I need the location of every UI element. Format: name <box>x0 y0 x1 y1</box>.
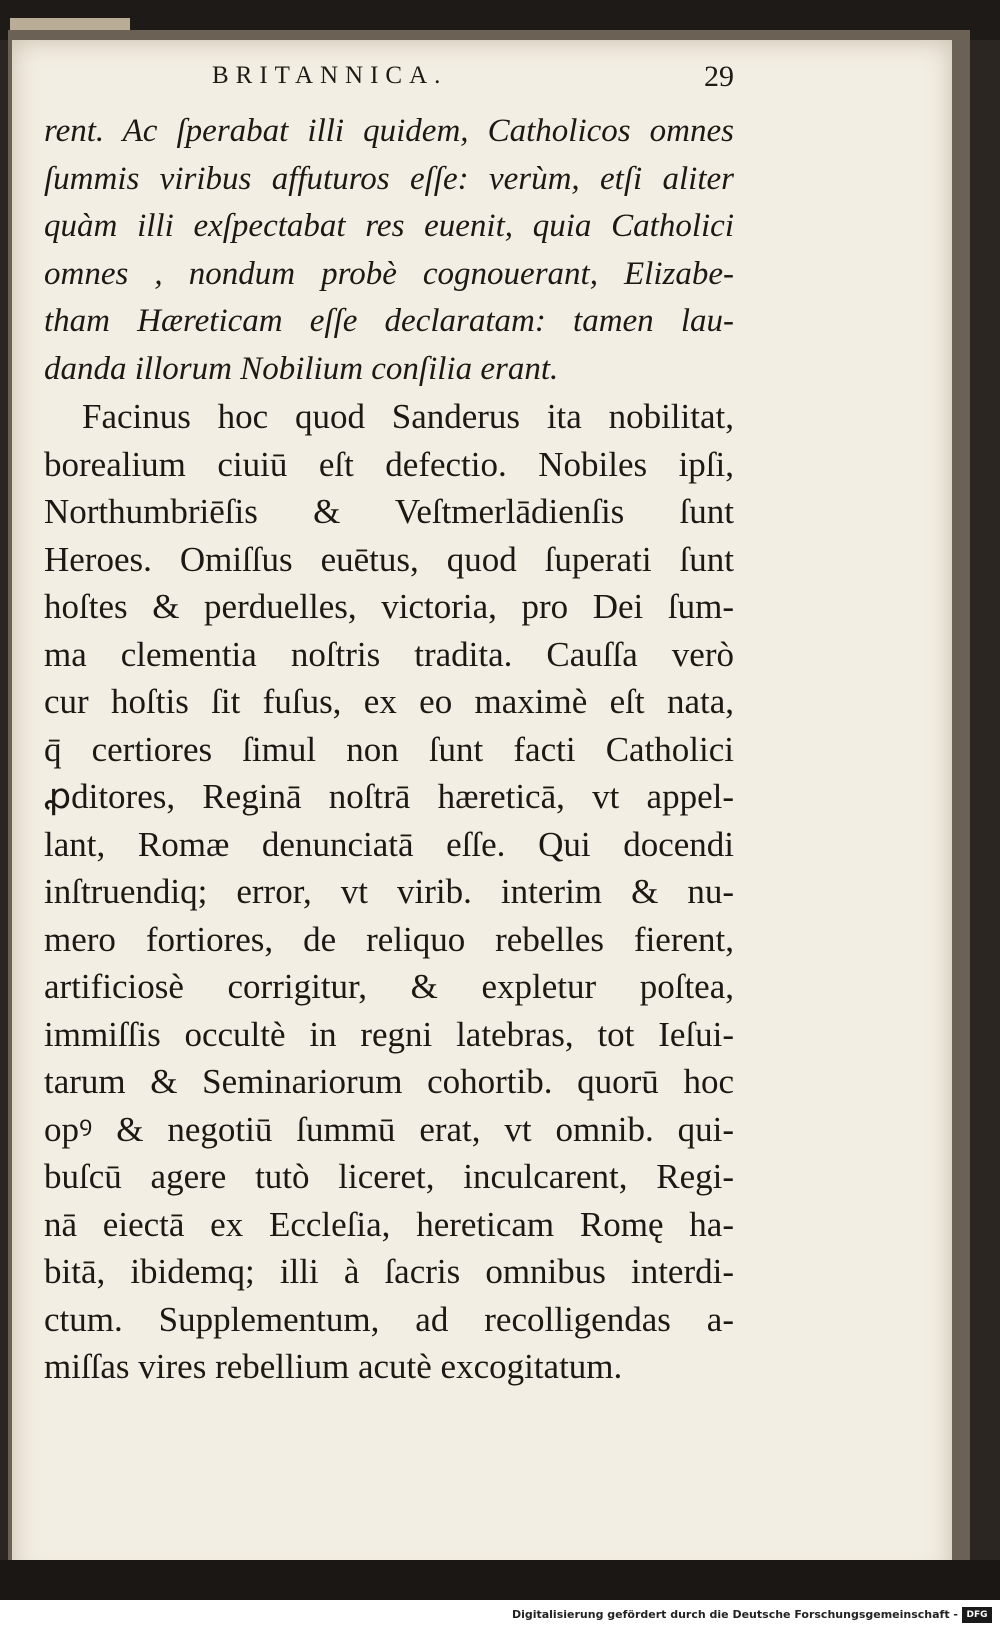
text-line: lant, Romæ denunciatā eſſe. Qui docendi <box>44 824 734 864</box>
text-line: Northumbriēſis & Veſtmerlādienſis ſunt <box>44 492 734 531</box>
text-line: mero fortiores, de reliquo rebelles fierent, <box>44 919 734 959</box>
text-line: omnes , nondum probè cognouerant, Elizabe- <box>44 255 734 292</box>
text-line: buſcū agere tutò liceret, inculcarent, Regi- <box>44 1157 734 1196</box>
text-line: danda illorum Nobilium conſilia erant. <box>44 350 559 387</box>
text-line: tham Hæreticam eſſe declaratam: tamen lau- <box>44 303 734 339</box>
text-line: ſummis viribus affuturos eſſe: verùm, etſi aliter <box>44 160 734 197</box>
text-block <box>44 108 734 1391</box>
footer-bar <box>0 1600 1000 1630</box>
dfg-logo: DFG <box>962 1607 992 1623</box>
text-line: rent. Ac ſperabat illi quidem, Catholicos omnes <box>44 113 734 149</box>
text-line: hoſtes & perduelles, victoria, pro Dei ſum- <box>44 587 734 626</box>
text-line: inſtruendiq; error, vt virib. interim & nu- <box>44 872 734 911</box>
text-line: tarum & Seminariorum cohortib. quorū hoc <box>44 1062 734 1101</box>
text-line: ma clementia noſtris tradita. Cauſſa verò <box>44 634 734 674</box>
text-line: miſſas vires rebellium acutè excogitatum. <box>44 1347 623 1386</box>
text-line: borealium ciuiū eſt defectio. Nobiles ipſi, <box>44 444 734 484</box>
text-line: ꝓditores, Reginā noſtrā hæreticā, vt appel- <box>44 777 734 816</box>
text-line: immiſſis occultè in regni latebras, tot Ieſui- <box>44 1014 734 1054</box>
text-line: quàm illi exſpectabat res euenit, quia Catholici <box>44 208 734 244</box>
page-number: 29 <box>704 60 734 93</box>
text-line: q̄ certiores ſimul non ſunt facti Catholici <box>44 729 734 769</box>
text-line: nā eiectā ex Eccleſia, hereticam Romę ha- <box>44 1204 734 1244</box>
funding-credit: Digitalisierung gefördert durch die Deutsche Forschungsgemeinschaft - <box>511 1608 958 1621</box>
text-line: Facinus hoc quod Sanderus ita nobilitat, <box>82 397 734 436</box>
text-line: opꝰ & negotiū ſummū erat, vt omnib. qui- <box>44 1109 734 1149</box>
text-line: bitā, ibidemq; illi à ſacris omnibus interdi- <box>44 1252 734 1291</box>
text-line: cur hoſtis ſit fuſus, ex eo maximè eſt nata, <box>44 682 734 721</box>
text-line: artificiosè corrigitur, & expletur poſtea, <box>44 967 734 1006</box>
text-line: Heroes. Omiſſus euētus, quod ſuperati ſunt <box>44 539 734 579</box>
scan-bottom-edge <box>0 1560 1000 1600</box>
text-line: ctum. Supplementum, ad recolligendas a- <box>44 1299 734 1339</box>
running-head: BRITANNICA. <box>212 62 448 89</box>
page-header <box>44 60 734 100</box>
